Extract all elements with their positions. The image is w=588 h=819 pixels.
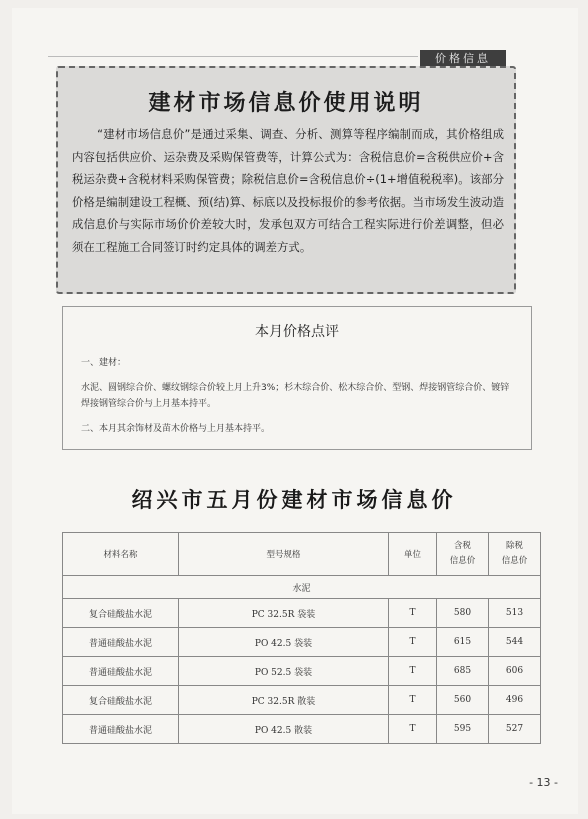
cell-name: 普通硅酸盐水泥 [63,715,179,744]
header-rule [48,56,418,57]
price-table [62,532,541,744]
cell-spec: PC 32.5R 散装 [179,686,389,715]
main-title: 绍兴市五月份建材市场信息价 [131,488,457,512]
cell-unit: T [389,599,437,628]
section-tag: 价格信息 [420,50,506,68]
comment-title: 本月价格点评 [255,324,339,340]
cell-tax-incl: 560 [437,686,489,715]
table-row [63,599,541,628]
cell-spec: PO 42.5 袋装 [179,628,389,657]
group-label: 水泥 [63,576,541,599]
table-row [63,715,541,744]
comment-body [81,355,515,437]
table-row [63,686,541,715]
table-header-row [63,533,541,576]
notice-body: “建材市场信息价”是通过采集、调查、分析、测算等程序编制而成，其价格组成内容包括供应价、运杂费及采购保管费等，计算公式为：含税信息价=含税供应价+含税运杂费+含税材料采购保管费；除税信息价=含税信息价÷(1+增值税税率)。该部分价格是编制建设工程概、预(结)算、标底以及投标报价的参考依据。当市场发生波动造成信息价与实际市场价价差较大时，发承包双方可结合工程实际进行价差调整，但必须在工程施工合同签订时约定具体的调差方式。 [72,127,504,254]
comment-line-3: 二、本月其余饰材及苗木价格与上月基本持平。 [81,423,271,434]
usage-notice-box [56,66,516,294]
col-header-tax-incl-line2: 信息价 [449,556,476,566]
cell-tax-incl: 685 [437,657,489,686]
col-header-spec: 型号规格 [179,533,389,576]
cell-tax-excl: 544 [489,628,541,657]
col-header-tax-incl-line1: 含税 [453,541,471,551]
cell-tax-incl: 595 [437,715,489,744]
cell-name: 普通硅酸盐水泥 [63,628,179,657]
col-header-tax-excl-line1: 除税 [505,541,523,551]
col-header-tax-excl-line2: 信息价 [501,556,528,566]
cell-name: 复合硅酸盐水泥 [63,686,179,715]
notice-title: 建材市场信息价使用说明 [148,91,424,116]
cell-tax-excl: 527 [489,715,541,744]
cell-name: 复合硅酸盐水泥 [63,599,179,628]
table-row [63,657,541,686]
comment-line-1: 一、建材： [81,358,127,368]
col-header-tax-excl [489,533,541,576]
cell-spec: PO 42.5 散装 [179,715,389,744]
col-header-unit: 单位 [389,533,437,576]
cell-unit: T [389,628,437,657]
cell-unit: T [389,686,437,715]
cell-unit: T [389,715,437,744]
cell-unit: T [389,657,437,686]
comment-line-2: 水泥、圆钢综合价、螺纹钢综合价较上月上升3%；杉木综合价、松木综合价、型钢、焊接钢管综合价、镀锌焊接钢管综合价与上月基本持平。 [81,382,510,409]
cell-tax-excl: 606 [489,657,541,686]
table-row [63,628,541,657]
cell-name: 普通硅酸盐水泥 [63,657,179,686]
page-number: - 13 - [529,776,558,789]
col-header-name: 材料名称 [63,533,179,576]
price-comment-box [62,306,532,450]
cell-tax-excl: 496 [489,686,541,715]
col-header-tax-incl [437,533,489,576]
cell-tax-incl: 615 [437,628,489,657]
cell-tax-incl: 580 [437,599,489,628]
cell-spec: PO 52.5 袋装 [179,657,389,686]
cell-spec: PC 32.5R 袋装 [179,599,389,628]
cell-tax-excl: 513 [489,599,541,628]
table-group-row [63,576,541,599]
